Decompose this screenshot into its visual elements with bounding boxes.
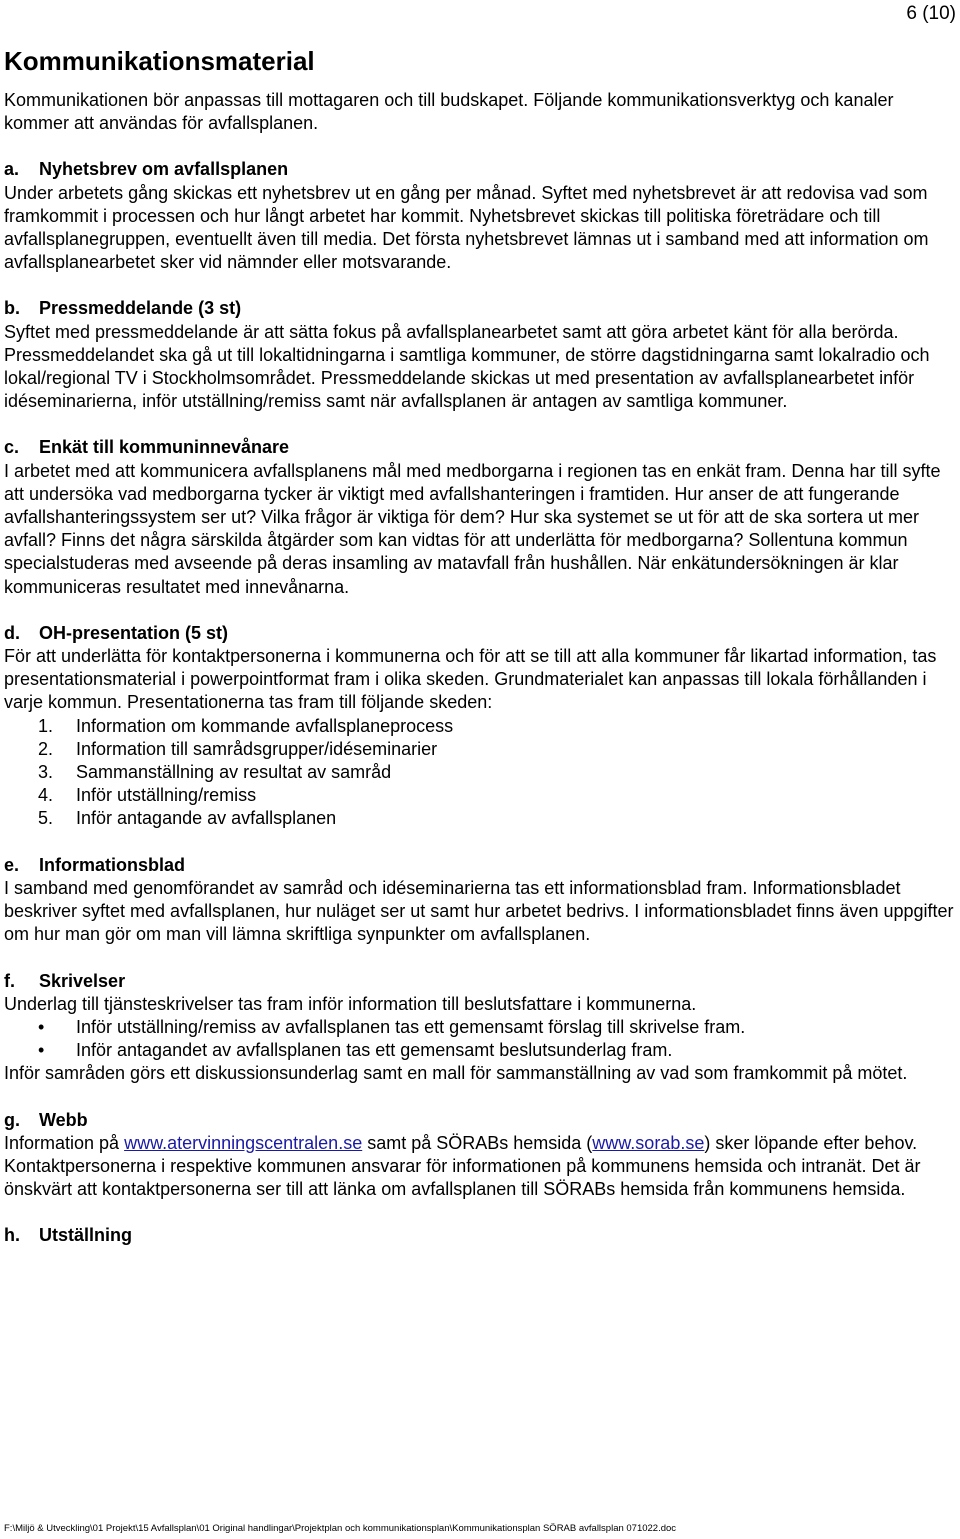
section-f <box>4 970 956 1086</box>
section-letter: h. <box>4 1225 20 1246</box>
footer-file-path: F:\Miljö & Utveckling\01 Projekt\15 Avfallsplan\01 Original handlingar\Projektplan och kommunikationsplan\Kommunikationsplan SÖRAB avfallsplan 071022.doc <box>4 1523 677 1534</box>
section-heading <box>4 1109 956 1132</box>
section-heading <box>4 1224 956 1247</box>
intro-paragraph: Kommunikationen bör anpassas till mottagaren och till budskapet. Följande kommunikationsverktyg och kanaler kommer att användas för avfallsplanen. <box>4 90 894 134</box>
list-number: 5. <box>38 808 54 829</box>
section-title: Pressmeddelande (3 st) <box>39 298 242 319</box>
list-item-text: Inför utställning/remiss av avfallsplanen tas ett gemensamt förslag till skrivelse fram. <box>76 1016 746 1037</box>
body-text: samt på SÖRABs hemsida ( <box>362 1132 593 1153</box>
section-body: För att underlätta för kontaktpersonerna i kommunerna och för att se till att alla kommuner får likartad information, tas presentationsmaterial i powerpointformat fram i olika skeden. Grundmaterialet kan anpassas till lokala förhållanden i varje kommun. Presentationerna tas fram till följande skeden: <box>4 646 937 713</box>
section-heading <box>4 436 956 459</box>
section-body <box>4 1132 956 1202</box>
body-text: Information på <box>4 1132 125 1153</box>
section-e <box>4 854 956 947</box>
page-number: 6 (10) <box>906 3 956 24</box>
section-letter: f. <box>4 970 15 991</box>
section-c <box>4 436 956 598</box>
list-item-text: Inför utställning/remiss <box>76 785 257 806</box>
atervinningscentralen-link[interactable]: www.atervinningscentralen.se <box>124 1132 363 1153</box>
section-title: Utställning <box>39 1225 132 1246</box>
section-letter: b. <box>4 298 20 319</box>
list-item-text: Information om kommande avfallsplaneprocess <box>76 715 454 736</box>
section-body: Syftet med pressmeddelande är att sätta fokus på avfallsplanearbetet samt att göra arbetet känt för alla berörda. Pressmeddelandet ska gå ut till lokaltidningarna i samtliga kommuner, de större dagstidningarna samt lokalradio och lokal/regional TV i Stockholmsområdet. Pressmeddelande skickas ut med presentation av avfallsplanearbetet inför idéseminarierna, inför utställning/remiss samt när avfallsplanen är antagen av samtliga kommuner. <box>4 321 930 412</box>
section-title: OH-presentation (5 st) <box>39 622 229 643</box>
section-title: Nyhetsbrev om avfallsplanen <box>39 159 289 180</box>
list-item <box>4 738 956 761</box>
section-title: Informationsblad <box>39 854 186 875</box>
section-letter: g. <box>4 1109 20 1130</box>
section-letter: c. <box>4 437 20 458</box>
section-heading <box>4 158 956 181</box>
list-item <box>4 1039 956 1062</box>
body-text: ) sker löpande efter behov. Kontaktpersonerna i respektive kommunen ansvarar för informationen på kommunens hemsida och intranät. Det är önskvärt att kontaktpersonerna ser till att länka om avfallsplanen till SÖRABs hemsida från kommunens hemsida. <box>4 1132 921 1200</box>
section-note: Inför samråden görs ett diskussionsunderlag samt en mall för sammanställning av vad som framkommit på mötet. <box>4 1063 908 1084</box>
bullet-list <box>4 1016 956 1062</box>
list-item-text: Sammanställning av resultat av samråd <box>76 762 392 783</box>
list-item-text: Information till samrådsgrupper/idéseminarier <box>76 738 438 759</box>
list-number: 4. <box>38 785 54 806</box>
sorab-link[interactable]: www.sorab.se <box>592 1132 705 1153</box>
section-a <box>4 158 956 274</box>
section-letter: e. <box>4 854 20 875</box>
section-body: I arbetet med att kommunicera avfallsplanens mål med medborgarna i regionen tas en enkät fram. Denna har till syfte att undersöka vad medborgarna tycker är viktigt med avfallshanteringen i framtiden. Hur anser de att fungerande avfallshanteringssystem ser ut? Vilka frågor är viktiga för dem? Hur ska systemet se ut för att de ska sortera ut mer avfall? Finns det några särskilda åtgärder som kan vidtas för att underlätta för medborgarna? Sollentuna kommun specialstuderas med avseende på deras insamling av matavfall från hushållen. När enkätundersökningen är klar kommuniceras resultatet med innevånarna. <box>4 460 941 597</box>
section-heading <box>4 297 956 320</box>
list-item <box>4 1016 956 1039</box>
section-body: Under arbetets gång skickas ett nyhetsbrev ut en gång per månad. Syftet med nyhetsbrevet är att redovisa vad som framkommit i processen och hur långt arbetet har kommit. Nyhetsbrevet skickas till politiska företrädare och till avfallsplanegruppen, eventuellt även till media. Det första nyhetsbrevet lämnas ut i samband med att information om avfallsplanearbetet sker vid nämnder eller motsvarande. <box>4 182 929 273</box>
section-title: Skrivelser <box>39 970 126 991</box>
page-title: Kommunikationsmaterial <box>4 46 315 76</box>
section-heading <box>4 622 956 645</box>
section-body: Underlag till tjänsteskrivelser tas fram inför information till beslutsfattare i kommunerna. <box>4 993 697 1014</box>
section-g <box>4 1109 956 1202</box>
section-heading <box>4 854 956 877</box>
list-item <box>4 784 956 807</box>
section-body: I samband med genomförandet av samråd och idéseminarierna tas ett informationsblad fram. Informationsbladet beskriver syftet med avfallsplanen, hur nuläget ser ut samt hur arbetet bedrivs. I informationsbladet finns även uppgifter om hur man gör om man vill lämna skriftliga synpunkter om avfallsplanen. <box>4 877 954 945</box>
section-title: Webb <box>39 1109 88 1130</box>
list-number: 1. <box>38 715 54 736</box>
section-letter: d. <box>4 622 20 643</box>
numbered-list <box>4 715 956 831</box>
section-title: Enkät till kommuninnevånare <box>39 437 290 458</box>
section-letter: a. <box>4 159 20 180</box>
list-item-text: Inför antagandet av avfallsplanen tas ett gemensamt beslutsunderlag fram. <box>76 1040 673 1061</box>
section-d <box>4 622 956 831</box>
section-heading <box>4 970 956 993</box>
section-h <box>4 1224 956 1247</box>
section-b <box>4 297 956 413</box>
list-item-text: Inför antagande av avfallsplanen <box>76 808 337 829</box>
list-item <box>4 807 956 830</box>
list-item <box>4 715 956 738</box>
list-number: 2. <box>38 738 54 759</box>
bullet-icon: • <box>38 1040 45 1061</box>
list-number: 3. <box>38 762 54 783</box>
bullet-icon: • <box>38 1016 45 1037</box>
list-item <box>4 761 956 784</box>
document-body <box>4 89 956 1248</box>
